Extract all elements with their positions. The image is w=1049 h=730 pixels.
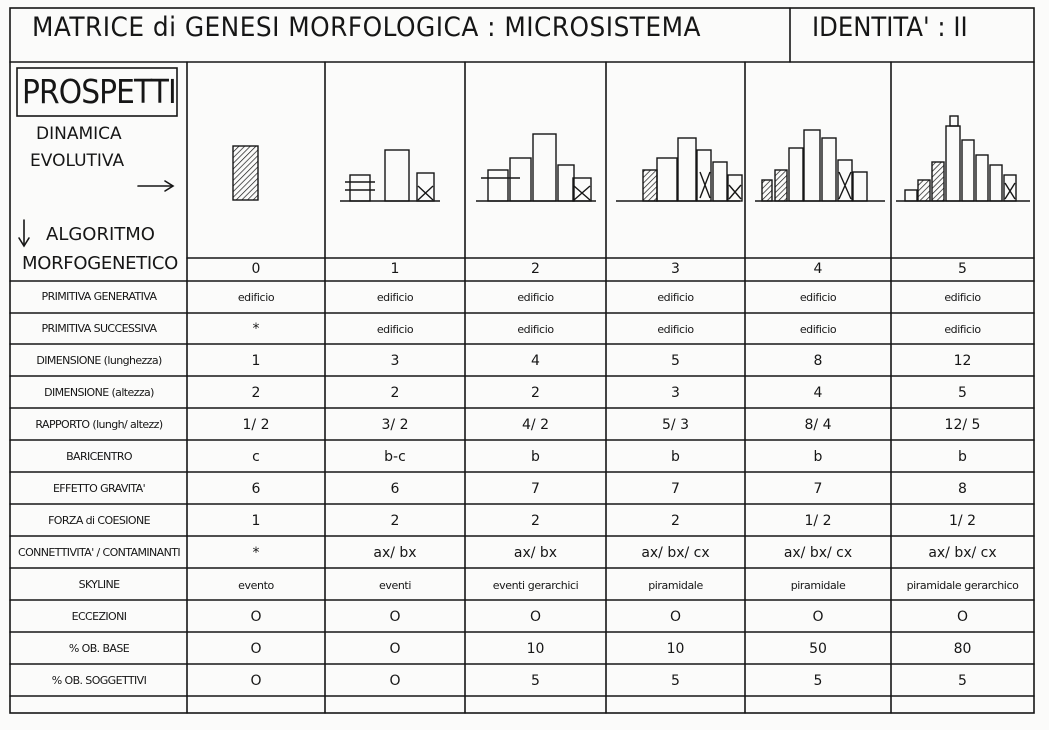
table-cell: 7 [531,481,540,497]
table-cell: O [389,609,401,625]
table-cell: edificio [376,323,414,336]
row-label: PRIMITIVA GENERATIVA [41,290,157,303]
table-cell: edificio [376,291,414,304]
row-label: EFFETTO GRAVITA' [52,482,146,495]
table-cell: 5 [958,673,967,689]
table-cell: O [389,641,401,657]
table-cell: 50 [809,641,827,657]
table-cell: 5 [958,385,967,401]
table-cell: O [250,641,262,657]
table-cell: 3/ 2 [381,417,409,433]
table-cell: 1 [251,513,261,529]
column-index: 2 [531,261,540,277]
table-cell: 8/ 4 [804,417,832,433]
table-cell: edificio [657,323,694,336]
table-cell: piramidale [648,579,703,592]
table-cell: 6 [251,481,261,497]
table-cell: ax/ bx/ cx [783,545,853,561]
table-cell: O [529,609,542,625]
table-cell: O [956,609,969,625]
table-cell: 1/ 2 [949,513,976,529]
row-label: RAPPORTO (lungh/ altezz) [35,418,163,431]
table-cell: 5 [671,353,680,369]
table-cell: 4/ 2 [522,417,549,433]
table-cell: 4 [813,385,823,401]
table-cell: 4 [531,353,540,369]
table-cell: 12 [953,353,972,369]
algoritmo-label-1: ALGORITMO [46,224,155,245]
table-cell: edificio [237,291,275,304]
row-label: PRIMITIVA SUCCESSIVA [41,322,157,335]
table-cell: piramidale [790,579,846,592]
table-cell: 80 [953,641,972,657]
prospetti-heading: PROSPETTI [22,72,176,111]
dinamica-label-2: EVOLUTIVA [30,151,125,171]
table-cell: 2 [531,385,540,401]
column-index: 1 [390,261,400,277]
table-cell: eventi gerarchici [492,579,579,592]
column-index: 0 [251,261,261,277]
table-cell: 8 [813,353,823,369]
table-cell: b-c [384,449,406,465]
row-label: % OB. BASE [68,642,130,655]
table-cell: 1/ 2 [804,513,832,529]
column-index: 5 [958,261,967,277]
table-cell: edificio [517,323,554,336]
row-label: ECCEZIONI [71,610,127,623]
column-index: 4 [813,261,823,277]
table-cell: 1/ 2 [242,417,270,433]
identity-label: IDENTITA' : II [812,12,968,43]
table-cell: O [669,609,682,625]
table-cell: 3 [671,385,680,401]
table-cell: 2 [251,385,261,401]
table-cell: b [671,449,680,465]
table-cell: 6 [390,481,400,497]
row-label: DIMENSIONE (lunghezza) [36,354,162,367]
row-label: % OB. SOGGETTIVI [51,674,147,687]
table-cell: 3 [390,353,400,369]
table-cell: 1 [251,353,261,369]
table-cell: 5 [531,673,540,689]
table-cell: edificio [799,323,837,336]
table-cell: piramidale gerarchico [906,579,1019,592]
row-label: DIMENSIONE (altezza) [44,386,154,399]
table-cell: c [252,449,260,465]
table-cell: edificio [944,291,981,304]
table-cell: 12/ 5 [944,417,981,433]
table-cell: edificio [799,291,837,304]
table-cell: 7 [813,481,823,497]
table-cell: b [531,449,540,465]
table-cell: edificio [944,323,981,336]
table-cell: O [250,673,262,689]
table-cell: * [252,545,260,561]
table-cell: eventi [379,579,411,592]
table-cell: edificio [517,291,554,304]
row-label: CONNETTIVITA' / CONTAMINANTI [18,546,180,559]
table-cell: 5/ 3 [662,417,689,433]
table-cell: 2 [671,513,680,529]
table-cell: O [250,609,262,625]
table-cell: 7 [671,481,680,497]
table-cell: ax/ bx [373,545,417,561]
table-cell: evento [238,579,274,592]
table-cell: 2 [390,385,400,401]
page-title: MATRICE di GENESI MORFOLOGICA : MICROSISTEMA [32,12,701,43]
table-cell: 10 [666,641,685,657]
table-cell: 10 [526,641,545,657]
table-cell: O [812,609,824,625]
table-cell: b [958,449,967,465]
row-label: BARICENTRO [66,450,132,463]
dinamica-label-1: DINAMICA [36,124,122,144]
table-cell: ax/ bx [513,545,558,561]
table-cell: O [389,673,401,689]
table-cell: 8 [958,481,967,497]
table-cell: 5 [813,673,823,689]
table-cell: 5 [671,673,680,689]
table-cell: edificio [657,291,694,304]
algoritmo-label-2: MORFOGENETICO [22,253,179,274]
column-index: 3 [671,261,680,277]
skyline-drawings [233,116,1030,201]
table-cell: ax/ bx/ cx [928,545,997,561]
table-cell: ax/ bx/ cx [641,545,710,561]
row-label: SKYLINE [78,578,120,591]
table-cell: 2 [390,513,400,529]
row-label: FORZA di COESIONE [48,514,150,527]
table-cell: b [813,449,823,465]
table-cell: 2 [531,513,540,529]
table-cell: * [252,321,260,337]
